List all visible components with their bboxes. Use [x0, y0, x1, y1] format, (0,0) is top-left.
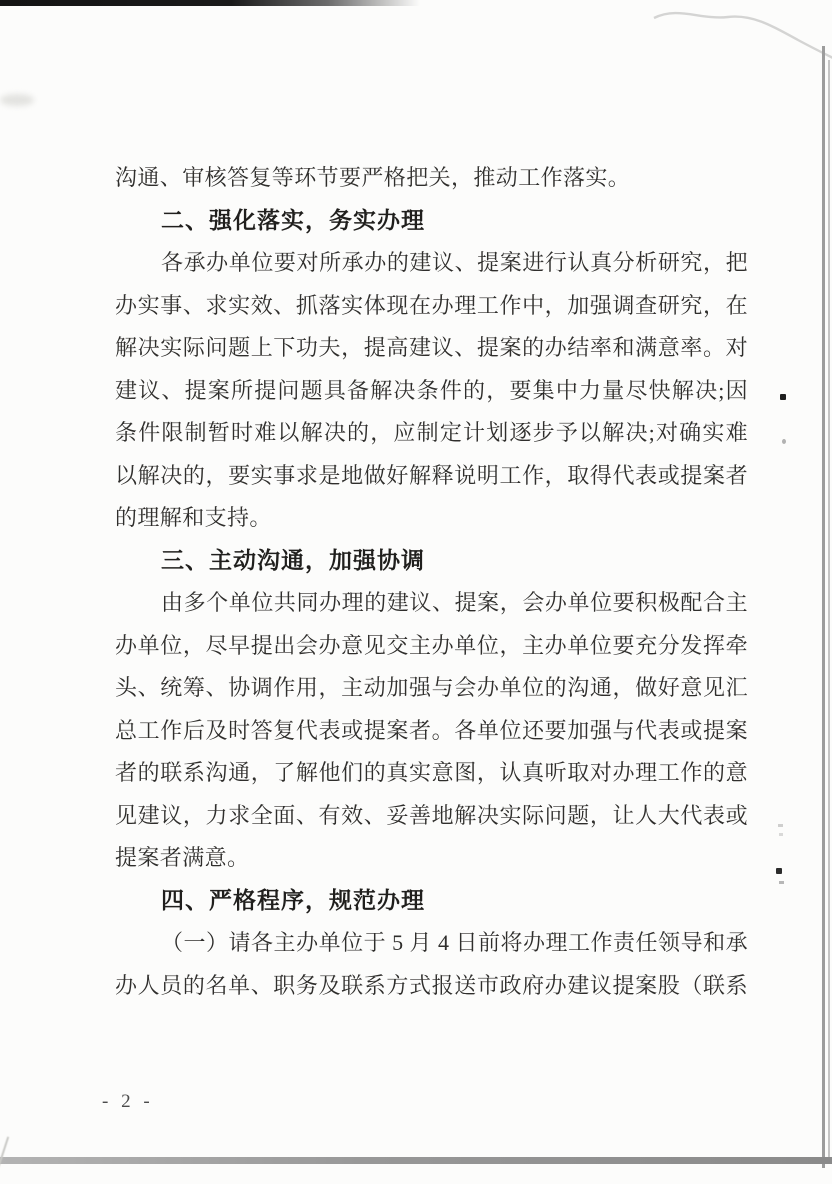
scan-squiggle-mark	[648, 2, 832, 66]
scan-right-edge-line-light	[828, 60, 830, 1160]
section-heading: 三、主动沟通，加强协调	[161, 547, 425, 573]
text-line: 建议、提案所提问题具备解决条件的，要集中力量尽快解决;因	[115, 377, 748, 403]
text-line: 总工作后及时答复代表或提案者。各单位还要加强与代表或提案	[115, 717, 748, 743]
text-line: 头、统筹、协调作用，主动加强与会办单位的沟通，做好意见汇	[115, 675, 748, 700]
scan-speck	[782, 439, 786, 444]
scan-right-edge-line	[822, 46, 825, 1168]
text-line: 解决实际问题上下功夫，提高建议、提案的办结率和满意率。对	[115, 335, 748, 360]
scan-speck	[776, 868, 782, 874]
scan-speck	[779, 833, 783, 836]
text-line: 的理解和支持。	[115, 505, 272, 530]
scan-corner-mark	[0, 1137, 9, 1170]
section-heading: 二、强化落实，务实办理	[161, 207, 425, 233]
section-heading: 四、严格程序，规范办理	[161, 887, 425, 913]
scan-smudge	[0, 94, 34, 106]
text-line: 条件限制暂时难以解决的，应制定计划逐步予以解决;对确实难	[115, 420, 748, 445]
scan-speck	[779, 881, 784, 884]
scan-speck	[780, 394, 786, 400]
text-line: 办实事、求实效、抓落实体现在办理工作中，加强调查研究，在	[115, 292, 748, 318]
text-line: 办人员的名单、职务及联系方式报送市政府办建议提案股（联系	[115, 972, 748, 998]
text-line: 见建议，力求全面、有效、妥善地解决实际问题，让人大代表或	[115, 802, 748, 828]
text-line: （一）请各主办单位于 5 月 4 日前将办理工作责任领导和承	[161, 930, 748, 955]
scan-top-edge-shadow	[0, 0, 420, 6]
page-number: - 2 -	[102, 1091, 154, 1112]
text-line: 各承办单位要对所承办的建议、提案进行认真分析研究，把	[161, 250, 748, 275]
text-line: 沟通、审核答复等环节要严格把关，推动工作落实。	[115, 165, 631, 190]
text-line: 提案者满意。	[115, 845, 250, 870]
text-line: 办单位，尽早提出会办意见交主办单位，主办单位要充分发挥牵	[115, 632, 748, 658]
scan-bottom-edge-band	[0, 1157, 832, 1164]
text-line: 由多个单位共同办理的建议、提案，会办单位要积极配合主	[161, 590, 748, 615]
document-lines	[115, 157, 748, 1007]
text-line: 者的联系沟通，了解他们的真实意图，认真听取对办理工作的意	[115, 760, 748, 785]
text-line: 以解决的，要实事求是地做好解释说明工作，取得代表或提案者	[115, 462, 748, 488]
scan-speck	[778, 824, 783, 827]
